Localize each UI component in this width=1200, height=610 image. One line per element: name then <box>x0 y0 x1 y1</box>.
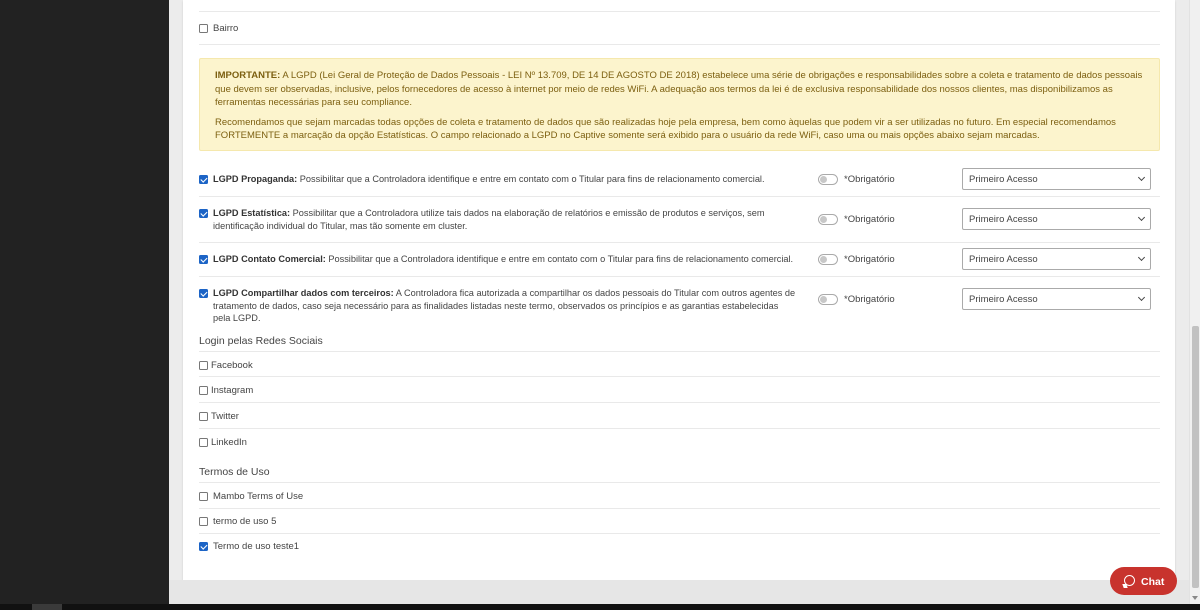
lgpd-compartilhar-select-value: Primeiro Acesso <box>969 294 1038 305</box>
vertical-scrollbar[interactable] <box>1189 0 1200 604</box>
lgpd-compartilhar-select[interactable] <box>962 288 1151 310</box>
taskbar <box>0 604 1200 610</box>
chat-bubble-icon <box>1124 575 1135 586</box>
lgpd-propaganda-description: Possibilitar que a Controladora identifique e entre em contato com o Titular para fins de relacionamento comercial. <box>299 174 765 184</box>
alert-paragraph-2: Recomendamos que sejam marcadas todas opções de coleta e tratamento de dados que são realizadas hoje pela empresa, bem como àquelas que podem vir a ser utilizadas no futuro. Em especial recomendamos FORTEMENTE a marcação da opção Estatísticas. O campo relacionado a LGPD no Captive somente será exibido para o usuário da rede WiFi, caso uma ou mais opções abaixo sejam marcadas. <box>215 116 1116 141</box>
chevron-down-icon <box>1138 254 1145 261</box>
lgpd-estatistica-text <box>213 207 798 232</box>
lgpd-contato-comercial-description: Possibilitar que a Controladora identifique e entre em contato com o Titular para fins de relacionamento comercial. <box>328 254 794 264</box>
lgpd-estatistica-select-value: Primeiro Acesso <box>969 214 1038 225</box>
lgpd-contato-comercial-required-toggle[interactable] <box>818 254 838 265</box>
divider <box>199 276 1160 277</box>
divider <box>199 11 1160 12</box>
facebook-label: Facebook <box>211 360 253 371</box>
chevron-down-icon <box>1138 294 1145 301</box>
bairro-label: Bairro <box>213 23 239 34</box>
taskbar-button[interactable] <box>32 604 62 610</box>
lgpd-propaganda-title: LGPD Propaganda: <box>213 174 298 184</box>
lgpd-estatistica-select[interactable] <box>962 208 1151 230</box>
lgpd-propaganda-select[interactable] <box>962 168 1151 190</box>
lgpd-contato-comercial-title: LGPD Contato Comercial: <box>213 254 326 264</box>
lgpd-propaganda-select-value: Primeiro Acesso <box>969 174 1038 185</box>
termo-uso-teste1-checkbox[interactable] <box>199 542 208 551</box>
scrollbar-thumb[interactable] <box>1192 326 1199 588</box>
alert-paragraph-1 <box>215 69 1145 110</box>
lgpd-compartilhar-text <box>213 287 798 325</box>
lgpd-warning-alert <box>199 58 1160 151</box>
lgpd-compartilhar-checkbox[interactable] <box>199 289 208 298</box>
termo-uso-5-label: termo de uso 5 <box>213 516 277 527</box>
lgpd-compartilhar-required-toggle[interactable] <box>818 294 838 305</box>
divider <box>199 242 1160 243</box>
chevron-down-icon <box>1138 214 1145 221</box>
divider <box>199 533 1160 534</box>
scroll-down-arrow-icon[interactable] <box>1192 596 1198 600</box>
lgpd-contato-comercial-required-label: *Obrigatório <box>844 254 895 265</box>
divider <box>199 44 1160 45</box>
instagram-label: Instagram <box>211 385 254 396</box>
lgpd-estatistica-required-toggle[interactable] <box>818 214 838 225</box>
lgpd-propaganda-required-toggle[interactable] <box>818 174 838 185</box>
terms-title: Termos de Uso <box>199 466 270 478</box>
divider <box>199 508 1160 509</box>
lgpd-contato-comercial-select[interactable] <box>962 248 1151 270</box>
facebook-checkbox[interactable] <box>199 361 208 370</box>
alert-text-1: A LGPD (Lei Geral de Proteção de Dados Pessoais - LEI Nº 13.709, DE 14 DE AGOSTO DE 2018) estabelece uma série de obrigações e responsabilidades sobre a coleta e tratamento de dados pessoais que devem ser observadas, inclusive, pelos fornecedores de acesso à internet por meio de redes WiFi. A adequação aos termos da lei é de exclusiva responsabilidade dos nossos clientes, mas disponibilizamos as ferramentas necessárias para seu compliance. <box>215 70 1143 108</box>
mambo-terms-label: Mambo Terms of Use <box>213 491 304 502</box>
lgpd-compartilhar-description: A Controladora fica autorizada a compartilhar os dados pessoais do Titular com outros agentes de tratamento de dados, caso seja necessário para as finalidades listadas neste termo, observados os princípios e as garantias estabelecidas pela LGPD. <box>213 288 796 323</box>
divider <box>199 428 1160 429</box>
chevron-down-icon <box>1138 174 1145 181</box>
lgpd-contato-comercial-text <box>213 253 798 266</box>
alert-important-prefix: IMPORTANTE: <box>215 70 281 81</box>
divider <box>199 196 1160 197</box>
lgpd-propaganda-text <box>213 173 798 186</box>
twitter-checkbox[interactable] <box>199 412 208 421</box>
instagram-checkbox[interactable] <box>199 386 208 395</box>
lgpd-propaganda-checkbox[interactable] <box>199 175 208 184</box>
chat-button[interactable] <box>1110 567 1177 595</box>
termo-uso-teste1-label: Termo de uso teste1 <box>213 541 300 552</box>
lgpd-compartilhar-title: LGPD Compartilhar dados com terceiros: <box>213 288 394 298</box>
lgpd-estatistica-title: LGPD Estatística: <box>213 208 291 218</box>
divider <box>199 376 1160 377</box>
page-background-bottom <box>169 580 1189 604</box>
divider <box>199 482 1160 483</box>
lgpd-estatistica-description: Possibilitar que a Controladora utilize tais dados na elaboração de relatórios e emissão de produtos e serviços, sem identificação individual do Titular, mas tão somente em cluster. <box>213 208 765 231</box>
lgpd-estatistica-checkbox[interactable] <box>199 209 208 218</box>
lgpd-contato-comercial-select-value: Primeiro Acesso <box>969 254 1038 265</box>
bairro-checkbox[interactable] <box>199 24 208 33</box>
social-login-title: Login pelas Redes Sociais <box>199 335 323 347</box>
mambo-terms-checkbox[interactable] <box>199 492 208 501</box>
lgpd-estatistica-required-label: *Obrigatório <box>844 214 895 225</box>
left-dark-panel <box>0 0 169 610</box>
linkedin-checkbox[interactable] <box>199 438 208 447</box>
termo-uso-5-checkbox[interactable] <box>199 517 208 526</box>
linkedin-label: LinkedIn <box>211 437 247 448</box>
lgpd-compartilhar-required-label: *Obrigatório <box>844 294 895 305</box>
divider <box>199 351 1160 352</box>
lgpd-contato-comercial-checkbox[interactable] <box>199 255 208 264</box>
divider <box>199 402 1160 403</box>
settings-card <box>183 0 1175 580</box>
twitter-label: Twitter <box>211 411 239 422</box>
lgpd-propaganda-required-label: *Obrigatório <box>844 174 895 185</box>
chat-label: Chat <box>1141 576 1165 588</box>
